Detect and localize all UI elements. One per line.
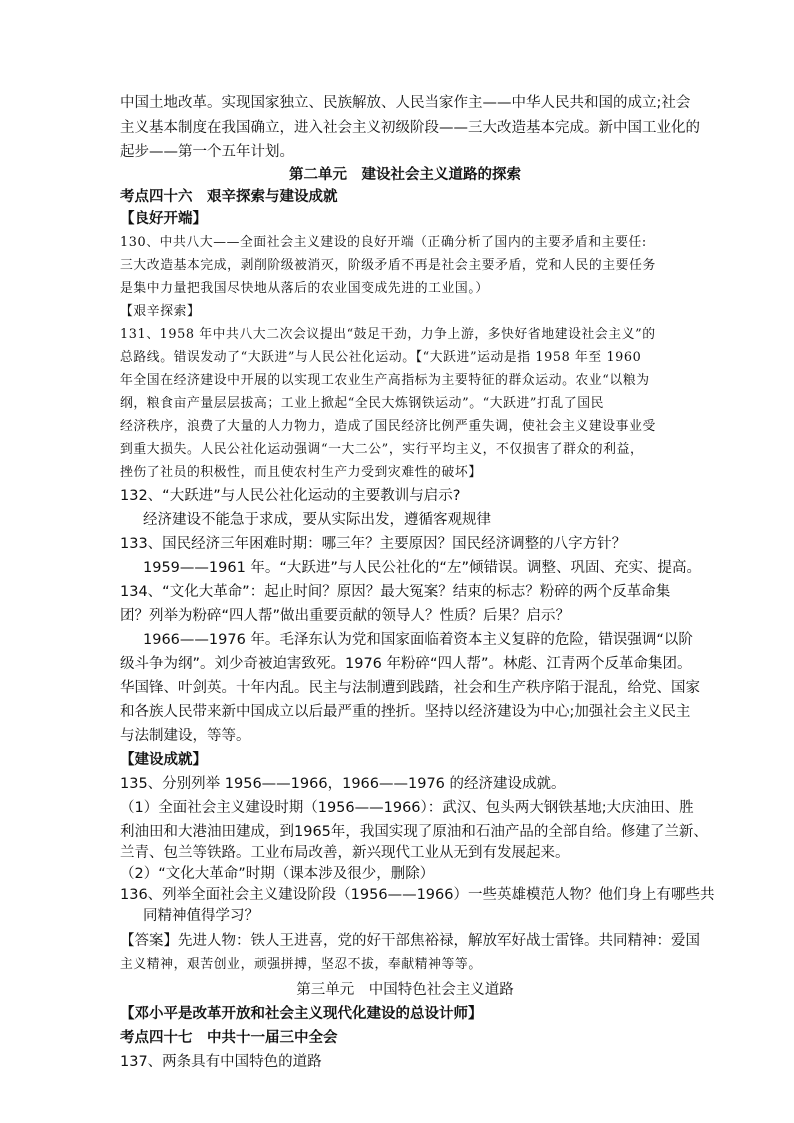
text-line: 起步——第一个五年计划。	[120, 144, 294, 160]
answer-line: 利油田和大港油田建成，到1965年，我国实现了原油和石油产品的全部自给。修建了兰新、	[120, 824, 708, 840]
answer-line: 主义精神，艰苦创业，顽强拼搏，坚忍不拔，奉献精神等等。	[120, 957, 482, 972]
subsection-heading: 【建设成就】	[120, 752, 207, 768]
text-line: 到重大损失。人民公社化运动强调“一大二公”，实行平均主义，不仅损害了群众的利益，	[120, 442, 644, 457]
subsection-heading: 【良好开端】	[120, 211, 207, 227]
section-heading: 考点四十六 艰辛探索与建设成就	[120, 189, 338, 205]
question-line: 同精神值得学习？	[143, 908, 259, 924]
question-line: 136、列举全面社会主义建设阶段（1956——1966）一些英雄模范人物？他们身上有哪些共	[120, 887, 715, 903]
text-line: 年全国在经济建设中开展的以实现工农业生产高指标为主要特征的群众运动。农业“以粮为	[120, 373, 650, 388]
text-line: 130、中共八大——全面社会主义建设的良好开端（正确分析了国内的主要矛盾和主要任:	[120, 235, 647, 250]
answer-line: 兰青、包兰等铁路。工业布局改善，新兴现代工业从无到有发展起来。	[120, 845, 570, 861]
text-line: 总路线。错误发动了“大跃进”与人民公社化运动。【“大跃进”运动是指 1958 年至 1960	[120, 350, 642, 365]
text-line: 三大改造基本完成，剥削阶级被消灭，阶级矛盾不再是社会主要矛盾，党和人民的主要任务	[120, 258, 656, 273]
text-line: 纲，粮食亩产量层层拔高；工业上掀起“全民大炼钢铁运动”。“大跃进”打乱了国民	[120, 396, 605, 411]
answer-line: 经济建设不能急于求成，要从实际出发，遵循客观规律	[143, 512, 491, 528]
text-line: 主义基本制度在我国确立，进入社会主义初级阶段——三大改造基本完成。新中国工业化的	[120, 120, 700, 136]
question-line: 团？列举为粉碎“四人帮”做出重要贡献的领导人？性质？后果？启示？	[120, 608, 571, 624]
answer-line: 华国锋、叶剑英。十年内乱。民主与法制遭到践踏，社会和生产秩序陷于混乱，给党、国家	[120, 680, 700, 696]
answer-line: 【答案】先进人物：铁人王进喜，党的好干部焦裕禄，解放军好战士雷锋。共同精神：爱国	[120, 933, 700, 949]
text-line: 挫伤了社员的积极性，而且使农村生产力受到灾难性的破坏】	[120, 465, 482, 480]
question-line: 135、分别列举 1956——1966，1966——1976 的经济建设成就。	[120, 776, 566, 792]
answer-line: 与法制建设，等等。	[120, 728, 251, 744]
text-line: 131、1958 年中共八大二次会议提出“鼓足干劲，力争上游，多快好省地建设社会主义”的	[120, 327, 656, 342]
answer-line: 级斗争为纲”。刘少奇被迫害致死。1976 年粉碎“四人帮”。林彪、江青两个反革命集团。	[120, 656, 692, 672]
answer-line: 1966——1976 年。毛泽东认为党和国家面临着资本主义复辟的危险，错误强调“以阶	[143, 632, 693, 648]
question-line: 133、国民经济三年困难时期：哪三年？主要原因？国民经济调整的八字方针？	[120, 536, 627, 552]
section-heading: 考点四十七 中共十一届三中全会	[120, 1030, 338, 1046]
text-line: 中国土地改革。实现国家独立、民族解放、人民当家作主——中华人民共和国的成立;社会	[120, 95, 691, 111]
question-line: 132、“大跃进”与人民公社化运动的主要教训与启示?	[120, 488, 461, 504]
question-line: 137、两条具有中国特色的道路	[120, 1054, 322, 1070]
answer-line: （1）全面社会主义建设时期（1956——1966）：武汉、包头两大钢铁基地;大庆油田、胜	[120, 800, 694, 816]
answer-line: （2）“文化大革命”时期（课本涉及很少，删除）	[120, 866, 435, 882]
text-line: 经济秩序，浪费了大量的人力物力，造成了国民经济比例严重失调，使社会主义建设事业受	[120, 419, 656, 434]
unit-heading: 第三单元 中国特色社会主义道路	[296, 982, 514, 998]
text-line: 是集中力量把我国尽快地从落后的农业国变成先进的工业国。）	[120, 281, 489, 296]
subsection-heading: 【艰辛探索】	[120, 304, 201, 319]
unit-heading: 第二单元 建设社会主义道路的探索	[289, 167, 521, 183]
question-line: 134、“文化大革命”：起止时间？原因？最大冤案？结束的标志？粉碎的两个反革命集	[120, 584, 671, 600]
highlight-note: 【邓小平是改革开放和社会主义现代化建设的总设计师】	[120, 1006, 483, 1022]
answer-line: 1959——1961 年。“大跃进”与人民公社化的“左”倾错误。调整、巩固、充实、提高。	[143, 560, 701, 576]
answer-line: 和各族人民带来新中国成立以后最严重的挫折。坚持以经济建设为中心;加强社会主义民主	[120, 704, 691, 720]
